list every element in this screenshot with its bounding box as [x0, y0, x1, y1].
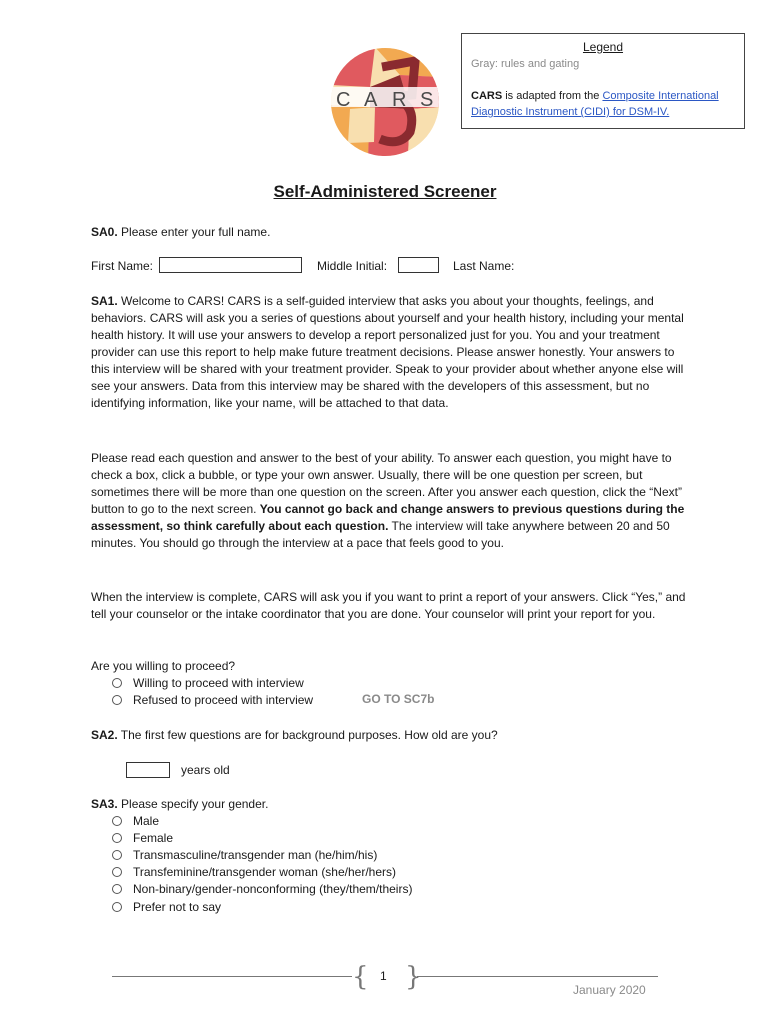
middle-initial-label: Middle Initial: — [317, 259, 388, 273]
goto-rule: GO TO SC7b — [362, 692, 435, 706]
proceed-option-willing[interactable] — [112, 675, 304, 692]
age-unit-label: years old — [181, 763, 230, 777]
radio-button[interactable] — [112, 867, 122, 877]
gender-option-transmasculine[interactable] — [112, 847, 377, 864]
cars-logo — [330, 47, 440, 157]
radio-button[interactable] — [112, 902, 122, 912]
radio-button[interactable] — [112, 678, 122, 688]
sa1-paragraph-1 — [91, 293, 691, 412]
gender-option-prefer-not[interactable] — [112, 899, 221, 916]
footer-date: January 2020 — [573, 983, 646, 997]
radio-button[interactable] — [112, 833, 122, 843]
option-label: Transmasculine/transgender man (he/him/his) — [133, 848, 378, 862]
sa2-question — [91, 727, 691, 744]
option-label: Female — [133, 831, 174, 845]
option-label: Male — [133, 814, 160, 828]
sa1-label: SA1. — [91, 294, 118, 308]
logo-letter-r: R — [392, 89, 407, 111]
option-label: Non-binary/gender-nonconforming (they/them/theirs) — [133, 882, 413, 896]
legend-cars-text: is adapted from the — [502, 90, 603, 102]
sa3-text: Please specify your gender. — [117, 797, 269, 811]
legend-cars-bold: CARS — [471, 90, 503, 102]
proceed-question: Are you willing to proceed? — [91, 659, 236, 673]
cidi-link[interactable]: Composite International Diagnostic Instrument (CIDI) for DSM-IV. — [471, 90, 719, 118]
logo-letter-a: A — [364, 89, 378, 111]
logo-letter-s: S — [420, 89, 434, 111]
radio-button[interactable] — [112, 816, 122, 826]
radio-button[interactable] — [112, 850, 122, 860]
sa2-text: The first few questions are for background purposes. How old are you? — [117, 728, 498, 742]
sa1-paragraph-3: When the interview is complete, CARS will ask you if you want to print a report of your answers. Click “Yes,” and tell your counselor or the intake coordinator that you are done. Your counselor will print your report for you. — [91, 590, 686, 621]
proceed-option-refused[interactable] — [112, 692, 313, 709]
first-name-label: First Name: — [91, 259, 154, 273]
legend-box — [461, 33, 745, 129]
sa0-label: SA0. — [91, 225, 118, 239]
last-name-label: Last Name: — [453, 259, 515, 273]
gender-option-transfeminine[interactable] — [112, 864, 396, 881]
sa0-question — [91, 224, 691, 241]
legend-gray-note: Gray: rules and gating — [471, 58, 580, 70]
legend-title: Legend — [582, 40, 624, 54]
footer-divider-right — [417, 976, 658, 977]
sa1-para2-text-b: The interview will take anywhere between 20 and 50 minutes. You should go through the interview at a pace that feels good to you. — [91, 519, 670, 550]
middle-initial-field[interactable] — [398, 257, 439, 273]
footer-divider-left — [112, 976, 352, 977]
radio-button[interactable] — [112, 695, 122, 705]
logo-letter-c: C — [336, 89, 351, 111]
sa1-para1-text: Welcome to CARS! CARS is a self-guided interview that asks you about your thoughts, feelings, and behaviors. CARS will ask you a series of questions about yourself and your health history, including your mental health history. It will use your answers to develop a report personalized just for you. You and your treatment provider can use this report to help make future treatment decisions. Please answer honestly. Your answers to this interview will be shared with your treatment provider. Speak to your provider about whether anyone else will see your answers. Data from this interview may be shared with the developers of this assessment, but no identifying information, like your name, will be attached to that data. — [91, 294, 684, 410]
sa1-para2-bold: You cannot go back and change answers to previous questions during the assessment, so think carefully about each question. — [91, 502, 685, 533]
page-title: Self-Administered Screener — [273, 182, 497, 201]
option-label: Transfeminine/transgender woman (she/her/hers) — [133, 865, 397, 879]
sa1-paragraph-2 — [91, 450, 691, 552]
footer-brace-left: { — [352, 962, 369, 992]
sa3-label: SA3. — [91, 797, 118, 811]
sa0-text: Please enter your full name. — [117, 225, 271, 239]
option-label: Willing to proceed with interview — [133, 676, 304, 690]
sa1-para2-text-a: Please read each question and answer to the best of your ability. To answer each question, you might have to check a box, click a bubble, or type your own answer. Usually, there will be one question per screen, but sometimes there will be more than one question on the screen. After you answer each question, click the “Next” button to go to the next screen. — [91, 451, 682, 516]
gender-option-male[interactable] — [112, 813, 159, 830]
option-label: Refused to proceed with interview — [133, 693, 314, 707]
radio-button[interactable] — [112, 884, 122, 894]
page-number: 1 — [380, 969, 387, 983]
legend-cars-note — [471, 88, 739, 120]
gender-option-female[interactable] — [112, 830, 173, 847]
age-field[interactable] — [126, 762, 170, 778]
gender-option-nonbinary[interactable] — [112, 881, 412, 898]
sa3-question — [91, 796, 691, 813]
option-label: Prefer not to say — [133, 900, 222, 914]
footer-brace-right: } — [405, 962, 422, 992]
sa2-label: SA2. — [91, 728, 118, 742]
first-name-field[interactable] — [159, 257, 302, 273]
